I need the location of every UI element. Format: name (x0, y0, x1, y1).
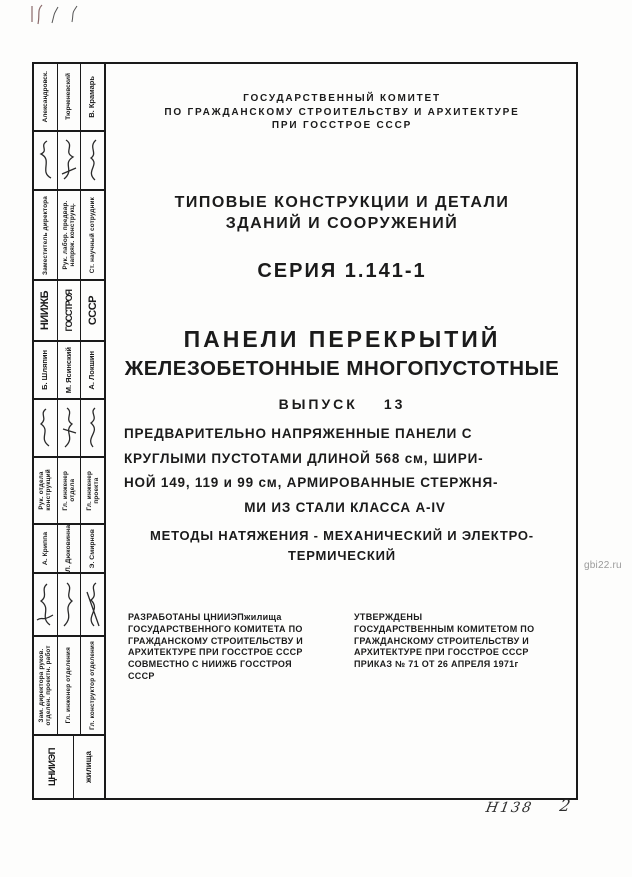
org-name-cell (34, 736, 74, 798)
job-title-cell (58, 637, 82, 734)
signature-cell (81, 132, 104, 190)
description-line: МИ ИЗ СТАЛИ КЛАССА А-IV (244, 499, 446, 515)
org-name-line: НИИЖБ (39, 291, 52, 331)
watermark: gbi22.ru (584, 560, 622, 571)
signature-cell (34, 400, 58, 456)
org-name-line: жилища (83, 751, 93, 784)
org-header-line: ГОСУДАРСТВЕННЫЙ КОМИТЕТ (243, 93, 441, 104)
job-title-cell (81, 637, 104, 734)
name-cell (34, 342, 58, 398)
methods-line: МЕТОДЫ НАТЯЖЕНИЯ - МЕХАНИЧЕСКИЙ И ЭЛЕКТРО- (150, 528, 534, 543)
signature-scribble (59, 138, 79, 182)
document-title (108, 324, 576, 384)
signature-sidebar (34, 64, 106, 798)
job-title: Гл. конструктор отделения (89, 641, 97, 731)
job-title-cell (34, 637, 58, 734)
handwritten-page-number: 2 (558, 796, 572, 815)
signature-cell (58, 400, 82, 456)
org-name-line: ГОССТРОЯ (63, 289, 74, 332)
name-cell (81, 342, 104, 398)
description-paragraph (108, 422, 576, 520)
signer-name: Б. Шляпин (40, 350, 50, 391)
developed-line: ГРАЖДАНСКОМУ СТРОИТЕЛЬСТВУ И (128, 635, 304, 646)
sidebar-niizhb-org (34, 281, 104, 343)
signature-scribble (83, 407, 103, 449)
job-title-cell (81, 191, 104, 279)
job-title: Рук. отдела конструкций (38, 469, 53, 511)
signature-cell (58, 574, 82, 635)
job-title: Гл. инженер отделения (65, 647, 73, 724)
handwritten-code: Н138 (484, 800, 535, 816)
developed-line: СССР (128, 670, 155, 681)
org-header-line: ПРИ ГОССТРОЕ СССР (271, 120, 413, 131)
signature-scribble (35, 407, 55, 449)
signature-scribble (59, 582, 79, 628)
org-name-cell (81, 281, 104, 341)
signature-scribble (83, 582, 103, 628)
org-name-cell (58, 281, 82, 341)
signer-name: А. Локшин (87, 351, 97, 390)
methods-paragraph (108, 526, 576, 566)
developed-line: РАЗРАБОТАНЫ ЦНИИЭПжилища (128, 612, 282, 622)
signer-name: Тюрченевский (65, 73, 73, 121)
approved-by-block (354, 612, 564, 671)
description-line: КРУГЛЫМИ ПУСТОТАМИ ДЛИНОЙ 568 см, ШИРИ- (124, 450, 484, 466)
sidebar-dept-titles (34, 458, 104, 525)
type-header-line: ТИПОВЫЕ КОНСТРУКЦИИ И ДЕТАЛИ (174, 194, 510, 211)
signer-name: Л. Дюковинна (65, 524, 73, 572)
sidebar-cniiep-org (34, 736, 104, 798)
name-cell (34, 64, 58, 130)
signature-cell (58, 132, 82, 190)
signature-cell (34, 132, 58, 190)
org-name-line: СССР (86, 296, 99, 326)
job-title: Ст. научный сотрудник (89, 196, 97, 274)
type-header-line: ЗДАНИЙ И СООРУЖЕНИЙ (225, 215, 459, 232)
name-cell (58, 342, 82, 398)
approved-line: АРХИТЕКТУРЕ ПРИ ГОССТРОЕ СССР (354, 647, 529, 658)
job-title: Рук. лабор. предвар. напряж. конструкц. (61, 200, 76, 270)
org-header-line: ПО ГРАЖДАНСКОМУ СТРОИТЕЛЬСТВУ И АРХИТЕКТУРЕ (164, 106, 520, 118)
developed-by-block (128, 612, 340, 683)
signer-name: А. Криппа (41, 531, 49, 565)
signature-cell (34, 574, 58, 635)
job-title: Заместитель директора (41, 195, 49, 275)
margin-scribble (28, 2, 98, 28)
job-title-cell (34, 458, 58, 523)
job-title-cell (58, 191, 82, 279)
approved-line: ПРИКАЗ № 71 ОТ 26 АПРЕЛЯ 1971г (354, 659, 519, 670)
approved-line: УТВЕРЖДЕНЫ (354, 612, 423, 622)
sidebar-signature-row (34, 574, 104, 637)
description-line: НОЙ 149, 119 и 99 см, АРМИРОВАННЫЕ СТЕРЖНЯ- (124, 475, 499, 490)
sidebar-niizhb-names (34, 342, 104, 400)
signature-scribble (35, 138, 55, 182)
signature-scribble (59, 407, 79, 449)
signature-cell (81, 400, 104, 456)
main-content (108, 64, 576, 798)
sidebar-signature-row (34, 132, 104, 192)
developed-line: АРХИТЕКТУРЕ ПРИ ГОССТРОЕ СССР (128, 647, 303, 658)
signer-name: В. Крамарь (87, 75, 97, 118)
org-name-cell (74, 736, 104, 798)
signer-name: М. Ясинский (63, 347, 73, 394)
description-line: ПРЕДВАРИТЕЛЬНО НАПРЯЖЕННЫЕ ПАНЕЛИ С (124, 426, 473, 441)
approved-line: ГРАЖДАНСКОМУ СТРОИТЕЛЬСТВУ И (354, 635, 530, 646)
issue-line (108, 396, 576, 412)
job-title: Гл. инженер отдела (61, 470, 76, 511)
sidebar-niizhb-titles (34, 191, 104, 281)
signature-scribble (35, 582, 55, 628)
sidebar-division-titles (34, 637, 104, 736)
name-cell (81, 64, 104, 130)
type-header (108, 192, 576, 234)
name-cell (34, 525, 58, 573)
approved-line: ГОСУДАРСТВЕННЫМ КОМИТЕТОМ ПО (354, 623, 535, 634)
signer-name: Э. Смирнов (88, 528, 96, 569)
job-title-cell (81, 458, 104, 523)
org-name-line: ЦНИИЭП (47, 748, 59, 787)
signature-cell (81, 574, 104, 635)
issue-label: ВЫПУСК (278, 396, 358, 412)
document-title-line: ПАНЕЛИ ПЕРЕКРЫТИЙ (183, 326, 501, 352)
document-frame (32, 62, 578, 800)
series-title: СЕРИЯ 1.141-1 (257, 260, 427, 282)
document-title-line: ЖЕЛЕЗОБЕТОННЫЕ МНОГОПУСТОТНЫЕ (124, 357, 560, 380)
job-title-cell (34, 191, 58, 279)
job-title: Гл. инженер проекта (85, 470, 100, 511)
org-name-cell (34, 281, 58, 341)
sidebar-signature-row (34, 400, 104, 458)
name-cell (58, 64, 82, 130)
issue-number: 13 (383, 396, 406, 412)
developed-line: ГОСУДАРСТВЕННОГО КОМИТЕТА ПО (128, 623, 303, 634)
methods-line: ТЕРМИЧЕСКИЙ (288, 548, 396, 563)
sidebar-top-names (34, 64, 104, 132)
name-cell (58, 525, 82, 573)
developed-line: СОВМЕСТНО С НИИЖБ ГОССТРОЯ (128, 659, 292, 670)
signature-scribble (83, 138, 103, 182)
signer-name: Александровск. (41, 71, 49, 123)
job-title-cell (58, 458, 82, 523)
org-header (108, 92, 576, 133)
sidebar-dept-names (34, 525, 104, 575)
name-cell (81, 525, 104, 573)
job-title: Зам. директора руков. отделен. проектн. работ (38, 645, 53, 726)
